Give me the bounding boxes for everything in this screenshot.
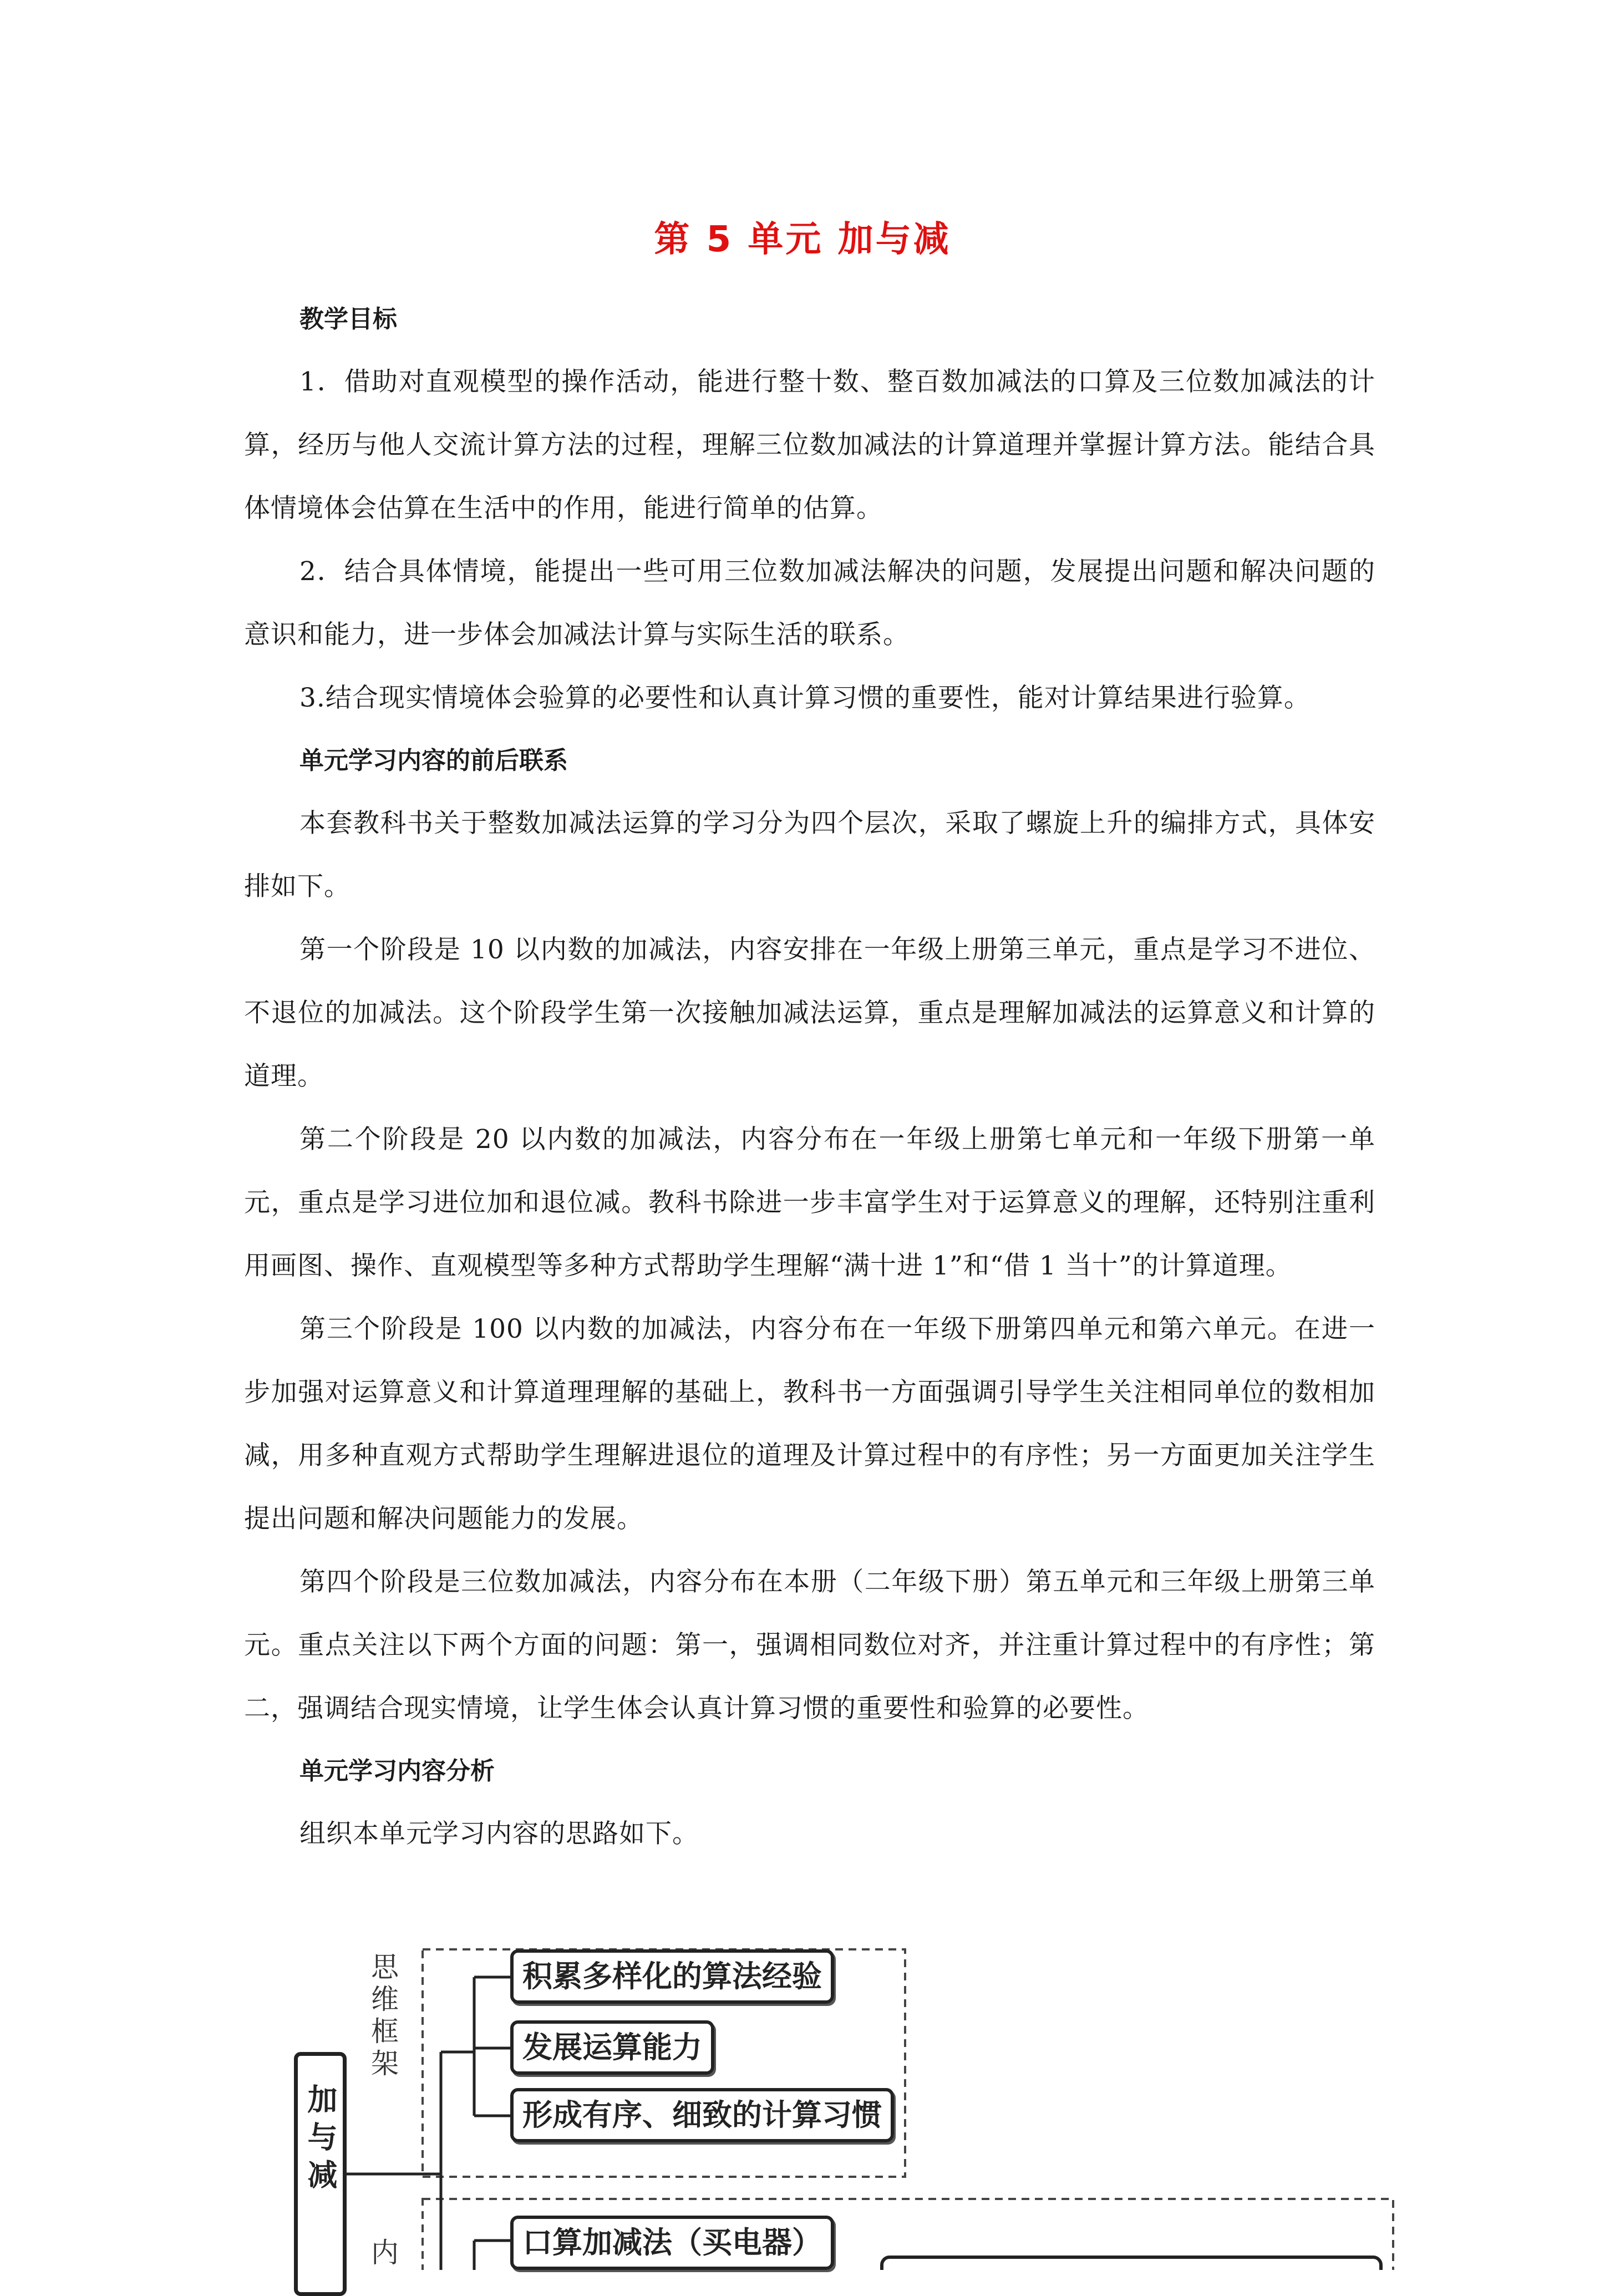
stage-paragraph-4: 第四个阶段是三位数加减法，内容分布在本册（二年级下册）第五单元和三年级上册第三单元。重点关注以下两个方面的问题：第一，强调相同数位对齐，并注重计算过程中的有序性；第二，强调结合现实情境，让学生体会认真计算习惯的重要性和验算的必要性。: [244, 1567, 1375, 1724]
page-title: 第 5 单元 加与减: [654, 219, 951, 260]
diagram-main-label: 加与减: [303, 2084, 338, 2197]
diagram-node-oral-calculation: 口算加减法（买电器）: [510, 2216, 834, 2270]
section-heading-analysis: 单元学习内容分析: [299, 1757, 495, 1785]
diagram-node-calculation-habit: 形成有序、细致的计算习惯: [510, 2088, 894, 2142]
goal-paragraph-3: 3.结合现实情境体会验算的必要性和认真计算习惯的重要性，能对计算结果进行验算。: [299, 683, 1311, 713]
goal-paragraph-1: 1．借助对直观模型的操作活动，能进行整十数、整百数加减法的口算及三位数加减法的计算，经历与他人交流计算方法的过程，理解三位数加减法的计算道理并掌握计算方法。能结合具体情境体会估算在生活中的作用，能进行简单的估算。: [244, 367, 1375, 524]
section-heading-relation: 单元学习内容的前后联系: [299, 746, 568, 775]
stage-paragraph-2: 第二个阶段是 20 以内数的加减法，内容分布在一年级上册第七单元和一年级下册第一单元，重点是学习进位加和退位减。教科书除进一步丰富学生对于运算意义的理解，还特别注重利用画图、操作、直观模型等多种方式帮助学生理解“满十进 1”和“借 1 当十”的计算道理。: [244, 1124, 1375, 1281]
goal-paragraph-2: 2．结合具体情境，能提出一些可用三位数加减法解决的问题，发展提出问题和解决问题的意识和能力，进一步体会加减法计算与实际生活的联系。: [244, 556, 1375, 650]
section-heading-goals: 教学目标: [299, 305, 397, 333]
group-label-content: 内: [367, 2238, 399, 2270]
relation-intro-paragraph: 本套教科书关于整数加减法运算的学习分为四个层次，采取了螺旋上升的编排方式，具体安排如下。: [244, 808, 1375, 902]
content-structure-diagram: [0, 1930, 1605, 2270]
stage-paragraph-1: 第一个阶段是 10 以内数的加减法，内容安排在一年级上册第三单元，重点是学习不进位、不退位的加减法。这个阶段学生第一次接触加减法运算，重点是理解加减法的运算意义和计算的道理。: [244, 934, 1375, 1091]
diagram-main-node: [294, 2052, 347, 2296]
group-label-thinking-framework: 思维框架: [367, 1952, 399, 2081]
document-body: [244, 288, 1375, 1866]
stage-paragraph-3: 第三个阶段是 100 以内数的加减法，内容分布在一年级下册第四单元和第六单元。在进一步加强对运算意义和计算道理理解的基础上，教科书一方面强调引导学生关注相同单位的数相加减，用多种直观方式帮助学生理解进退位的道理及计算过程中的有序性；另一方面更加关注学生提出问题和解决问题能力的发展。: [244, 1314, 1375, 1534]
diagram-node-computation-ability: 发展运算能力: [510, 2020, 714, 2075]
analysis-intro-paragraph: 组织本单元学习内容的思路如下。: [299, 1818, 699, 1849]
diagram-node-algorithm-experience: 积累多样化的算法经验: [510, 1949, 834, 2004]
